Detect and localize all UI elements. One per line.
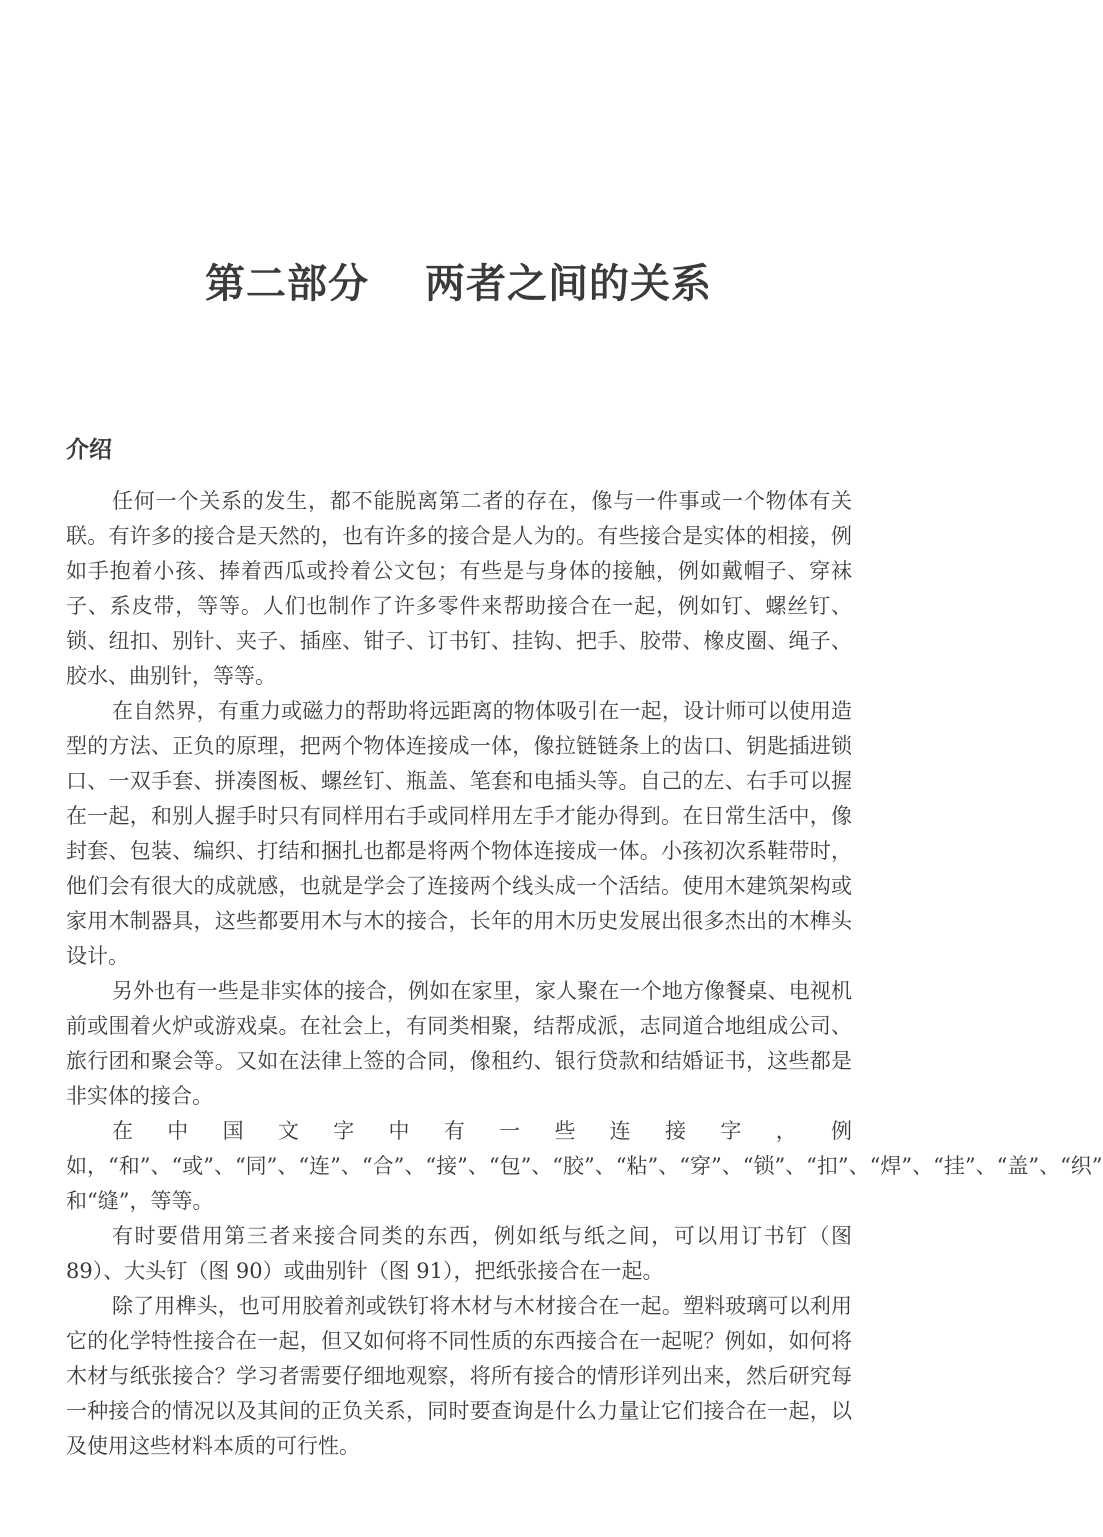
body-text [66, 484, 1103, 1464]
paragraph: 在中国文字中有一些连接字，例如，“和”、“或”、“同”、“连”、“合”、“接”、“包”、“胶”、“粘”、“穿”、“锁”、“扣”、“焊”、“挂”、“盖”、“织” 和“缝”，等等。 [66, 1119, 1103, 1213]
paragraph: 任何一个关系的发生，都不能脱离第二者的存在，像与一件事或一个物体有关联。有许多的接合是天然的，也有许多的接合是人为的。有些接合是实体的相接，例如手抱着小孩、捧着西瓜或拎着公文包；有些是与身体的接触，例如戴帽子、穿袜子、系皮带，等等。人们也制作了许多零件来帮助接合在一起，例如钉、螺丝钉、锁、纽扣、别针、夹子、插座、钳子、订书钉、挂钩、把手、胶带、橡皮圈、绳子、胶水、曲别针，等等。 [66, 489, 852, 688]
paragraph: 另外也有一些是非实体的接合，例如在家里，家人聚在一个地方像餐桌、电视机前或围着火炉或游戏桌。在社会上，有同类相聚，结帮成派，志同道合地组成公司、旅行团和聚会等。又如在法律上签的合同，像租约、银行贷款和结婚证书，这些都是非实体的接合。 [66, 979, 852, 1108]
section-title: 介绍 [66, 437, 112, 464]
part-title: 第二部分 两者之间的关系 [205, 259, 712, 307]
paragraph: 有时要借用第三者来接合同类的东西，例如纸与纸之间，可以用订书钉（图 89）、大头钉（图 90）或曲别针（图 91），把纸张接合在一起。 [66, 1224, 852, 1283]
paragraph: 除了用榫头，也可用胶着剂或铁钉将木材与木材接合在一起。塑料玻璃可以利用它的化学特性接合在一起，但又如何将不同性质的东西接合在一起呢？例如，如何将木材与纸张接合？学习者需要仔细地观察，将所有接合的情形详列出来，然后研究每一种接合的情况以及其间的正负关系，同时要查询是什么力量让它们接合在一起，以及使用这些材料本质的可行性。 [66, 1294, 852, 1458]
paragraph: 在自然界，有重力或磁力的帮助将远距离的物体吸引在一起，设计师可以使用造型的方法、正负的原理，把两个物体连接成一体，像拉链链条上的齿口、钥匙插进锁口、一双手套、拼凑图板、螺丝钉、瓶盖、笔套和电插头等。自己的左、右手可以握在一起，和别人握手时只有同样用右手或同样用左手才能办得到。在日常生活中，像封套、包装、编织、打结和捆扎也都是将两个物体连接成一体。小孩初次系鞋带时，他们会有很大的成就感，也就是学会了连接两个线头成一个活结。使用木建筑架构或家用木制器具，这些都要用木与木的接合，长年的用木历史发展出很多杰出的木榫头设计。 [66, 699, 852, 968]
